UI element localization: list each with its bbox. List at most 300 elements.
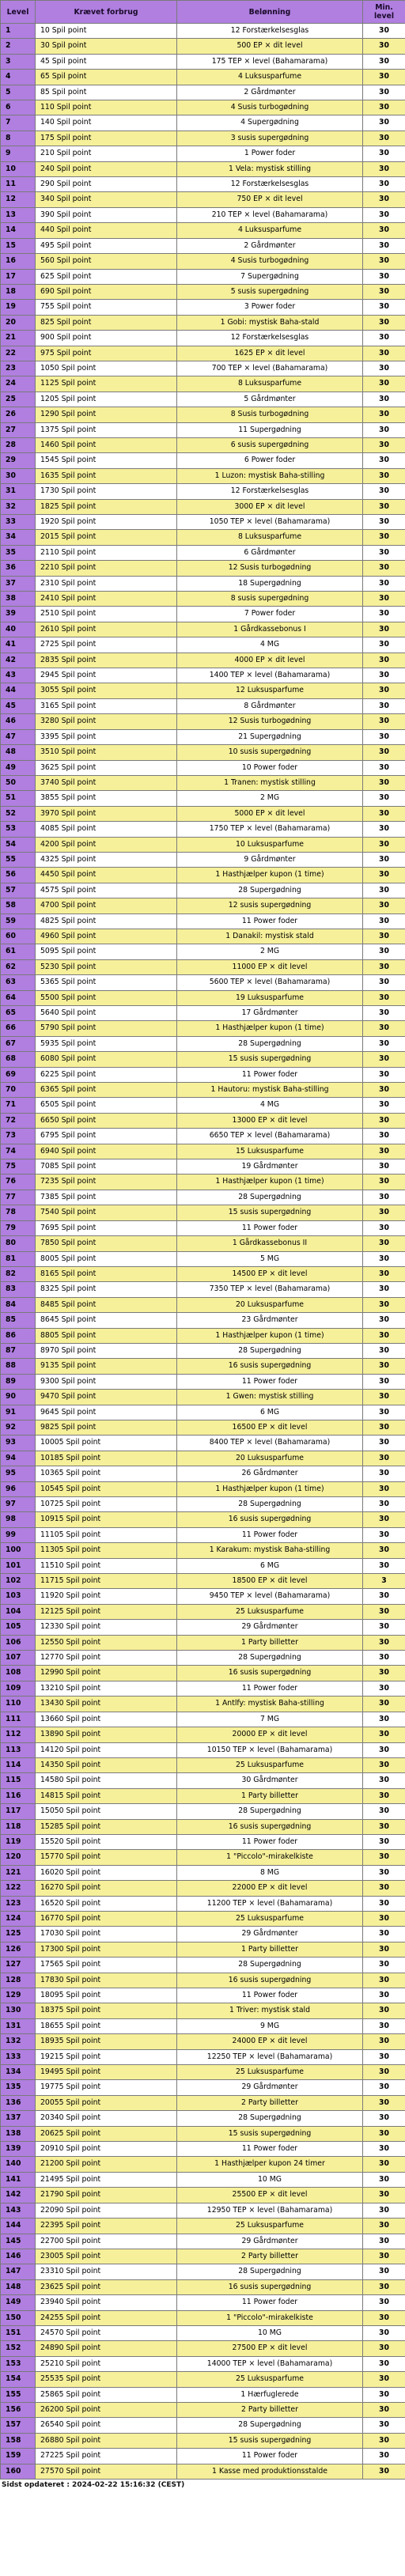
table-row (1, 1374, 405, 1389)
level-cell: 132 (1, 2034, 36, 2049)
required-spend-cell: 10185 Spil point (36, 1451, 177, 1466)
min-level-cell: 30 (363, 1497, 405, 1512)
required-spend-cell: 4825 Spil point (36, 914, 177, 929)
min-level-cell: 30 (363, 1052, 405, 1067)
level-cell: 107 (1, 1651, 36, 1666)
reward-cell: 210 TEP × level (Bahamarama) (177, 207, 363, 222)
required-spend-cell: 10725 Spil point (36, 1497, 177, 1512)
required-spend-cell: 6795 Spil point (36, 1129, 177, 1144)
level-cell: 19 (1, 300, 36, 315)
min-level-cell: 30 (363, 2095, 405, 2110)
level-cell: 8 (1, 131, 36, 146)
reward-cell: 1 Gårdkassebonus I (177, 622, 363, 637)
table-row (1, 852, 405, 867)
min-level-cell: 30 (363, 1405, 405, 1420)
header-required-spend: Krævet forbrug (36, 1, 177, 24)
level-cell: 151 (1, 2325, 36, 2340)
table-row (1, 115, 405, 131)
min-level-cell: 30 (363, 2433, 405, 2448)
min-level-cell: 30 (363, 745, 405, 760)
table-row (1, 2372, 405, 2387)
table-row (1, 2418, 405, 2433)
table-row (1, 1742, 405, 1757)
table-row (1, 1527, 405, 1542)
table-row (1, 1512, 405, 1527)
required-spend-cell: 9135 Spil point (36, 1359, 177, 1374)
min-level-cell: 30 (363, 207, 405, 222)
min-level-cell: 30 (363, 1343, 405, 1358)
level-cell: 70 (1, 1083, 36, 1098)
level-cell: 118 (1, 1819, 36, 1834)
reward-cell: 28 Supergødning (177, 1036, 363, 1051)
required-spend-cell: 4700 Spil point (36, 898, 177, 914)
reward-cell: 24000 EP × dit level (177, 2034, 363, 2049)
reward-cell: 7350 TEP × level (Bahamarama) (177, 1282, 363, 1297)
min-level-cell: 30 (363, 1236, 405, 1251)
level-cell: 117 (1, 1804, 36, 1819)
table-row (1, 422, 405, 437)
level-cell: 33 (1, 515, 36, 530)
level-cell: 1 (1, 24, 36, 39)
reward-cell: 25 Luksusparfume (177, 2372, 363, 2387)
min-level-cell: 30 (363, 284, 405, 299)
min-level-cell: 30 (363, 1727, 405, 1742)
reward-cell: 28 Supergødning (177, 2111, 363, 2126)
table-row (1, 1021, 405, 1036)
required-spend-cell: 25210 Spil point (36, 2356, 177, 2371)
table-row (1, 2142, 405, 2157)
last-updated-text: Sidst opdateret : 2024-02-22 15:16:32 (CEST) (2, 2481, 185, 2489)
level-cell: 129 (1, 1988, 36, 2003)
reward-cell: 29 Gårdmønter (177, 2080, 363, 2095)
table-row (1, 238, 405, 253)
level-cell: 31 (1, 484, 36, 499)
reward-cell: 28 Supergødning (177, 1343, 363, 1358)
level-cell: 108 (1, 1666, 36, 1681)
level-cell: 104 (1, 1604, 36, 1619)
required-spend-cell: 975 Spil point (36, 346, 177, 361)
reward-cell: 1 "Piccolo"-mirakelkiste (177, 2310, 363, 2325)
level-cell: 24 (1, 376, 36, 392)
reward-cell: 1 Kasse med produktionsstalde (177, 2464, 363, 2479)
required-spend-cell: 20055 Spil point (36, 2095, 177, 2110)
table-row (1, 1497, 405, 1512)
required-spend-cell: 9300 Spil point (36, 1374, 177, 1389)
table-row (1, 2172, 405, 2187)
reward-cell: 13000 EP × dit level (177, 1113, 363, 1128)
required-spend-cell: 17030 Spil point (36, 1927, 177, 1942)
reward-cell: 11 Supergødning (177, 422, 363, 437)
reward-cell: 10 Power foder (177, 760, 363, 775)
required-spend-cell: 4085 Spil point (36, 822, 177, 837)
reward-cell: 23 Gårdmønter (177, 1313, 363, 1328)
min-level-cell: 30 (363, 2111, 405, 2126)
required-spend-cell: 1125 Spil point (36, 376, 177, 392)
min-level-cell: 30 (363, 2049, 405, 2064)
min-level-cell: 30 (363, 545, 405, 560)
reward-cell: 16500 EP × dit level (177, 1420, 363, 1435)
required-spend-cell: 12770 Spil point (36, 1651, 177, 1666)
required-spend-cell: 27570 Spil point (36, 2464, 177, 2479)
table-row (1, 161, 405, 176)
level-cell: 23 (1, 361, 36, 376)
table-row (1, 1651, 405, 1666)
table-row (1, 2095, 405, 2110)
min-level-cell: 30 (363, 2310, 405, 2325)
required-spend-cell: 240 Spil point (36, 161, 177, 176)
table-row (1, 39, 405, 54)
table-row (1, 959, 405, 974)
level-cell: 146 (1, 2249, 36, 2264)
min-level-cell: 30 (363, 1988, 405, 2003)
min-level-cell: 30 (363, 944, 405, 959)
level-cell: 10 (1, 161, 36, 176)
required-spend-cell: 2510 Spil point (36, 607, 177, 622)
required-spend-cell: 1545 Spil point (36, 453, 177, 468)
table-row (1, 1988, 405, 2003)
min-level-cell: 30 (363, 1098, 405, 1113)
table-row (1, 1757, 405, 1772)
level-cell: 130 (1, 2003, 36, 2018)
required-spend-cell: 23940 Spil point (36, 2295, 177, 2310)
min-level-cell: 30 (363, 1881, 405, 1896)
level-cell: 134 (1, 2065, 36, 2080)
reward-cell: 27500 EP × dit level (177, 2341, 363, 2356)
table-row (1, 1589, 405, 1604)
table-row (1, 1052, 405, 1067)
level-cell: 46 (1, 714, 36, 729)
table-row (1, 515, 405, 530)
table-row (1, 1159, 405, 1175)
min-level-cell: 30 (363, 2003, 405, 2018)
required-spend-cell: 3395 Spil point (36, 729, 177, 744)
table-row (1, 592, 405, 607)
level-cell: 61 (1, 944, 36, 959)
table-row (1, 622, 405, 637)
reward-cell: 6 susis supergødning (177, 437, 363, 452)
table-row (1, 1881, 405, 1896)
level-cell: 141 (1, 2172, 36, 2187)
table-row (1, 530, 405, 545)
level-cell: 155 (1, 2387, 36, 2402)
table-row (1, 868, 405, 883)
table-row (1, 698, 405, 713)
reward-cell: 11 Power foder (177, 1681, 363, 1696)
required-spend-cell: 390 Spil point (36, 207, 177, 222)
min-level-cell: 30 (363, 1083, 405, 1098)
required-spend-cell: 1920 Spil point (36, 515, 177, 530)
min-level-cell: 30 (363, 2203, 405, 2218)
reward-cell: 1 Hasthjælper kupon (1 time) (177, 1481, 363, 1496)
min-level-cell: 30 (363, 1527, 405, 1542)
required-spend-cell: 17830 Spil point (36, 1973, 177, 1988)
table-row (1, 407, 405, 422)
level-cell: 103 (1, 1589, 36, 1604)
min-level-cell: 30 (363, 376, 405, 392)
required-spend-cell: 27225 Spil point (36, 2449, 177, 2464)
reward-cell: 25 Luksusparfume (177, 1604, 363, 1619)
required-spend-cell: 1635 Spil point (36, 468, 177, 483)
min-level-cell: 30 (363, 1543, 405, 1558)
min-level-cell: 30 (363, 2065, 405, 2080)
reward-cell: 2 Party billetter (177, 2402, 363, 2417)
reward-cell: 1 Triver: mystisk stald (177, 2003, 363, 2018)
required-spend-cell: 1050 Spil point (36, 361, 177, 376)
min-level-cell: 30 (363, 607, 405, 622)
level-cell: 78 (1, 1205, 36, 1220)
min-level-cell: 30 (363, 407, 405, 422)
min-level-cell: 30 (363, 1911, 405, 1926)
min-level-cell: 30 (363, 131, 405, 146)
level-cell: 109 (1, 1681, 36, 1696)
min-level-cell: 30 (363, 2142, 405, 2157)
level-cell: 45 (1, 698, 36, 713)
min-level-cell: 30 (363, 1036, 405, 1051)
min-level-cell: 30 (363, 1697, 405, 1712)
min-level-cell: 30 (363, 1927, 405, 1942)
level-cell: 49 (1, 760, 36, 775)
required-spend-cell: 11510 Spil point (36, 1558, 177, 1573)
level-cell: 138 (1, 2126, 36, 2141)
table-row (1, 1266, 405, 1281)
table-row (1, 1144, 405, 1159)
level-cell: 125 (1, 1927, 36, 1942)
reward-cell: 4000 EP × dit level (177, 653, 363, 668)
table-row (1, 499, 405, 514)
level-cell: 88 (1, 1359, 36, 1374)
level-cell: 137 (1, 2111, 36, 2126)
table-row (1, 683, 405, 698)
reward-cell: 30 Gårdmønter (177, 1773, 363, 1788)
reward-cell: 25 Luksusparfume (177, 2065, 363, 2080)
required-spend-cell: 3625 Spil point (36, 760, 177, 775)
table-row (1, 1834, 405, 1849)
required-spend-cell: 24890 Spil point (36, 2341, 177, 2356)
table-row (1, 1666, 405, 1681)
reward-cell: 11 Power foder (177, 1834, 363, 1849)
required-spend-cell: 13210 Spil point (36, 1681, 177, 1696)
reward-cell: 2 Gårdmønter (177, 238, 363, 253)
level-cell: 111 (1, 1712, 36, 1727)
required-spend-cell: 16770 Spil point (36, 1911, 177, 1926)
reward-cell: 7 Supergødning (177, 269, 363, 284)
level-cell: 50 (1, 775, 36, 790)
reward-cell: 11 Power foder (177, 2142, 363, 2157)
reward-cell: 1 Antlfy: mystisk Baha-stilling (177, 1697, 363, 1712)
required-spend-cell: 3165 Spil point (36, 698, 177, 713)
required-spend-cell: 1730 Spil point (36, 484, 177, 499)
reward-cell: 29 Gårdmønter (177, 2234, 363, 2249)
reward-cell: 1 Hasthjælper kupon (1 time) (177, 868, 363, 883)
table-row (1, 1788, 405, 1803)
reward-cell: 12950 TEP × level (Bahamarama) (177, 2203, 363, 2218)
reward-cell: 8 MG (177, 1865, 363, 1880)
required-spend-cell: 4960 Spil point (36, 929, 177, 944)
level-cell: 98 (1, 1512, 36, 1527)
min-level-cell: 30 (363, 806, 405, 821)
reward-cell: 1 Danakil: mystisk stald (177, 929, 363, 944)
level-cell: 4 (1, 70, 36, 85)
reward-cell: 25 Luksusparfume (177, 1757, 363, 1772)
reward-cell: 8400 TEP × level (Bahamarama) (177, 1436, 363, 1451)
reward-cell: 7 MG (177, 1712, 363, 1727)
required-spend-cell: 440 Spil point (36, 223, 177, 238)
required-spend-cell: 22700 Spil point (36, 2234, 177, 2249)
table-row (1, 714, 405, 729)
required-spend-cell: 5790 Spil point (36, 1021, 177, 1036)
required-spend-cell: 9470 Spil point (36, 1390, 177, 1405)
level-cell: 21 (1, 331, 36, 346)
required-spend-cell: 3855 Spil point (36, 791, 177, 806)
reward-cell: 29 Gårdmønter (177, 1927, 363, 1942)
level-cell: 153 (1, 2356, 36, 2371)
table-row (1, 2080, 405, 2095)
table-row (1, 545, 405, 560)
level-cell: 145 (1, 2234, 36, 2249)
reward-cell: 5 susis supergødning (177, 284, 363, 299)
min-level-cell: 30 (363, 2188, 405, 2203)
min-level-cell: 30 (363, 70, 405, 85)
level-cell: 148 (1, 2279, 36, 2294)
required-spend-cell: 140 Spil point (36, 115, 177, 131)
min-level-cell: 30 (363, 622, 405, 637)
level-cell: 127 (1, 1958, 36, 1973)
reward-cell: 19 Gårdmønter (177, 1159, 363, 1175)
level-cell: 29 (1, 453, 36, 468)
required-spend-cell: 11305 Spil point (36, 1543, 177, 1558)
min-level-cell: 30 (363, 714, 405, 729)
required-spend-cell: 8165 Spil point (36, 1266, 177, 1281)
min-level-cell: 30 (363, 1159, 405, 1175)
level-cell: 102 (1, 1574, 36, 1589)
reward-cell: 12 Susis turbogødning (177, 714, 363, 729)
level-cell: 83 (1, 1282, 36, 1297)
min-level-cell: 30 (363, 2464, 405, 2479)
table-row (1, 2126, 405, 2141)
min-level-cell: 30 (363, 760, 405, 775)
reward-cell: 5 MG (177, 1251, 363, 1266)
table-row (1, 1098, 405, 1113)
level-cell: 22 (1, 346, 36, 361)
reward-cell: 1 "Piccolo"-mirakelkiste (177, 1850, 363, 1865)
level-cell: 3 (1, 54, 36, 69)
reward-cell: 1400 TEP × level (Bahamarama) (177, 668, 363, 683)
header-min-level: Min. level (363, 1, 405, 24)
table-row (1, 85, 405, 100)
level-cell: 143 (1, 2203, 36, 2218)
min-level-cell: 30 (363, 1205, 405, 1220)
min-level-cell: 30 (363, 883, 405, 898)
reward-cell: 1 Gårdkassebonus II (177, 1236, 363, 1251)
level-cell: 156 (1, 2402, 36, 2417)
table-row (1, 1359, 405, 1374)
reward-cell: 11200 TEP × level (Bahamarama) (177, 1896, 363, 1911)
required-spend-cell: 15285 Spil point (36, 1819, 177, 1834)
min-level-cell: 30 (363, 1113, 405, 1128)
reward-cell: 25500 EP × dit level (177, 2188, 363, 2203)
table-row (1, 1190, 405, 1205)
level-cell: 80 (1, 1236, 36, 1251)
level-cell: 90 (1, 1390, 36, 1405)
reward-cell: 8 susis supergødning (177, 592, 363, 607)
table-row (1, 1390, 405, 1405)
table-row (1, 1865, 405, 1880)
level-cell: 115 (1, 1773, 36, 1788)
reward-cell: 22000 EP × dit level (177, 1881, 363, 1896)
required-spend-cell: 8005 Spil point (36, 1251, 177, 1266)
level-cell: 47 (1, 729, 36, 744)
reward-cell: 28 Supergødning (177, 2418, 363, 2433)
level-cell: 157 (1, 2418, 36, 2433)
table-row (1, 2295, 405, 2310)
min-level-cell: 30 (363, 2449, 405, 2464)
level-cell: 73 (1, 1129, 36, 1144)
reward-cell: 20 Luksusparfume (177, 1297, 363, 1312)
min-level-cell: 30 (363, 192, 405, 207)
min-level-cell: 30 (363, 2018, 405, 2033)
level-cell: 135 (1, 2080, 36, 2095)
min-level-cell: 30 (363, 100, 405, 115)
required-spend-cell: 11920 Spil point (36, 1589, 177, 1604)
table-row (1, 2433, 405, 2448)
required-spend-cell: 11105 Spil point (36, 1527, 177, 1542)
min-level-cell: 30 (363, 1175, 405, 1190)
reward-cell: 11 Power foder (177, 1527, 363, 1542)
level-cell: 30 (1, 468, 36, 483)
reward-cell: 4 Supergødning (177, 115, 363, 131)
reward-cell: 1 Tranen: mystisk stilling (177, 775, 363, 790)
min-level-cell: 30 (363, 2249, 405, 2264)
required-spend-cell: 15050 Spil point (36, 1804, 177, 1819)
reward-cell: 12 susis supergødning (177, 898, 363, 914)
level-cell: 160 (1, 2464, 36, 2479)
level-cell: 149 (1, 2295, 36, 2310)
reward-cell: 1 Hærfuglerede (177, 2387, 363, 2402)
min-level-cell: 30 (363, 39, 405, 54)
required-spend-cell: 5640 Spil point (36, 1006, 177, 1021)
level-cell: 48 (1, 745, 36, 760)
table-row (1, 70, 405, 85)
reward-cell: 17 Gårdmønter (177, 1006, 363, 1021)
reward-cell: 28 Supergødning (177, 883, 363, 898)
table-row (1, 2310, 405, 2325)
required-spend-cell: 11715 Spil point (36, 1574, 177, 1589)
required-spend-cell: 1825 Spil point (36, 499, 177, 514)
required-spend-cell: 3510 Spil point (36, 745, 177, 760)
level-cell: 58 (1, 898, 36, 914)
level-cell: 96 (1, 1481, 36, 1496)
level-cell: 15 (1, 238, 36, 253)
min-level-cell: 30 (363, 1942, 405, 1957)
required-spend-cell: 755 Spil point (36, 300, 177, 315)
level-cell: 69 (1, 1067, 36, 1082)
required-spend-cell: 2015 Spil point (36, 530, 177, 545)
min-level-cell: 30 (363, 698, 405, 713)
level-cell: 150 (1, 2310, 36, 2325)
reward-cell: 28 Supergødning (177, 1190, 363, 1205)
reward-cell: 12 Susis turbogødning (177, 561, 363, 576)
reward-cell: 25 Luksusparfume (177, 1911, 363, 1926)
required-spend-cell: 26200 Spil point (36, 2402, 177, 2417)
required-spend-cell: 22395 Spil point (36, 2219, 177, 2234)
table-row (1, 1405, 405, 1420)
level-cell: 64 (1, 990, 36, 1005)
level-cell: 77 (1, 1190, 36, 1205)
required-spend-cell: 7085 Spil point (36, 1159, 177, 1175)
level-cell: 6 (1, 100, 36, 115)
reward-cell: 1 Hasthjælper kupon (1 time) (177, 1175, 363, 1190)
min-level-cell: 30 (363, 361, 405, 376)
